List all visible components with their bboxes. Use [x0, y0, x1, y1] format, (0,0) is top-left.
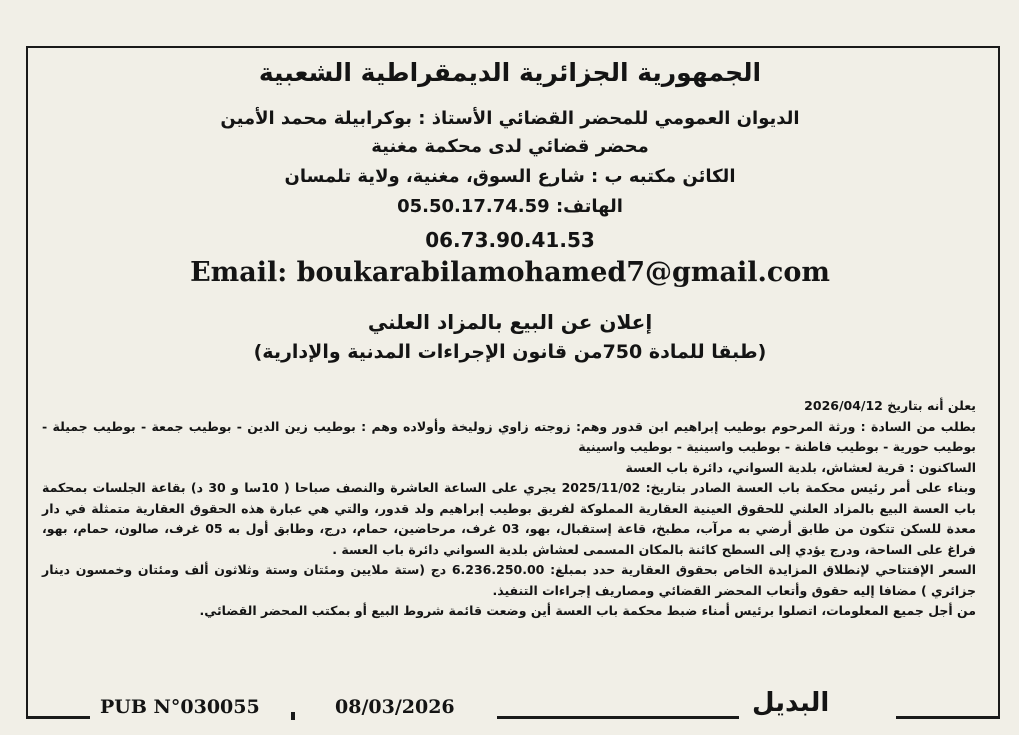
- announcement-subtitle: (طبقا للمادة 750من قانون الإجراءات المدنية والإدارية): [253, 341, 767, 363]
- body-opening-price: السعر الإفتتاحي لإنطلاق المزايدة الخاص بحقوق العقارية حدد بمبلغ: 6.236.250.00 دج (ستة ملايين ومئتان وستة وثلاثون ألف ومئتان وخمسون دينار جزائري ) مضافا إليه حقوق وأتعاب المحضر القضائي ومصاريف إجراءات التنفيذ.: [42, 562, 976, 598]
- body-contact: من أجل جميع المعلومات، اتصلوا برئيس أمناء ضبط محكمة باب العسة أين وضعت قائمة شروط البيع أو بمكتب المحضر القضائي.: [199, 603, 976, 618]
- republic-heading: الجمهورية الجزائرية الديمقراطية الشعبية: [258, 58, 762, 87]
- footer-separator: [291, 712, 295, 720]
- bottom-rule-middle: [497, 716, 739, 719]
- bottom-rule-right: [896, 716, 1000, 719]
- body-residence: الساكنون : قرية لعشاش، بلدية السواني، دائرة باب العسة: [625, 459, 976, 475]
- announcement-title: إعلان عن البيع بالمزاد العلني: [367, 310, 653, 334]
- phone-line-1: الهاتف: 05.50.17.74.59: [397, 196, 623, 217]
- newspaper-name: البديل: [752, 688, 830, 718]
- office-line: الديوان العمومي للمحضر القضائي الأستاذ : بوكرابيلة محمد الأمين: [220, 108, 800, 129]
- body-requesters: بطلب من السادة : ورثة المرحوم بوطيب إبراهيم ابن قدور وهم: زوجته زاوي زوليخة وأولاده وهم : بوطيب زين الدين - بوطيب جمعة - بوطيب جميلة - بوطيب حورية - بوطيب فاطنة - بوطيب واسينية - بوطيب واسينية: [42, 418, 976, 454]
- pub-number: PUB N°030055: [100, 696, 260, 718]
- bottom-rule-left: [26, 716, 90, 719]
- body-sale-order: وبناء على أمر رئيس محكمة باب العسة الصادر بتاريخ: 2025/11/02 يجري على الساعة العاشرة والنصف صباحا ( 10سا و 30 د) بقاعة الجلسات بمحكمة باب العسة البيع بالمزاد العلني للحقوق العينية العقارية المملوكة لفريق بوطيب إبراهيم ولد قدور، والتي هي عبارة هذه الحقوق العقارية متمثلة في دار معدة للسكن تتكون من طابق أرضي به مرآب، مطبخ، قاعة إستقبال، بهو، 03 غرف، مرحاضين، حمام، درج، وطابق أول به 05 غرف، صالون، حمام، بهو، فراغ على الساحة، ودرج يؤدي إلى السطح كائنة بالمكان المسمى لعشاش بلدية السواني دائرة باب العسة .: [42, 480, 976, 557]
- email-line: Email: boukarabilamohamed7@gmail.com: [190, 257, 830, 288]
- address-line: الكائن مكتبه ب : شارع السوق، مغنية، ولاية تلمسان: [284, 166, 736, 187]
- phone-line-2: 06.73.90.41.53: [425, 228, 595, 252]
- bailiff-line: محضر قضائي لدى محكمة مغنية: [371, 136, 649, 157]
- pub-date: 08/03/2026: [335, 696, 455, 718]
- announcement-body: [42, 396, 976, 622]
- body-date: يعلن أنه بتاريخ 2026/04/12: [804, 398, 976, 413]
